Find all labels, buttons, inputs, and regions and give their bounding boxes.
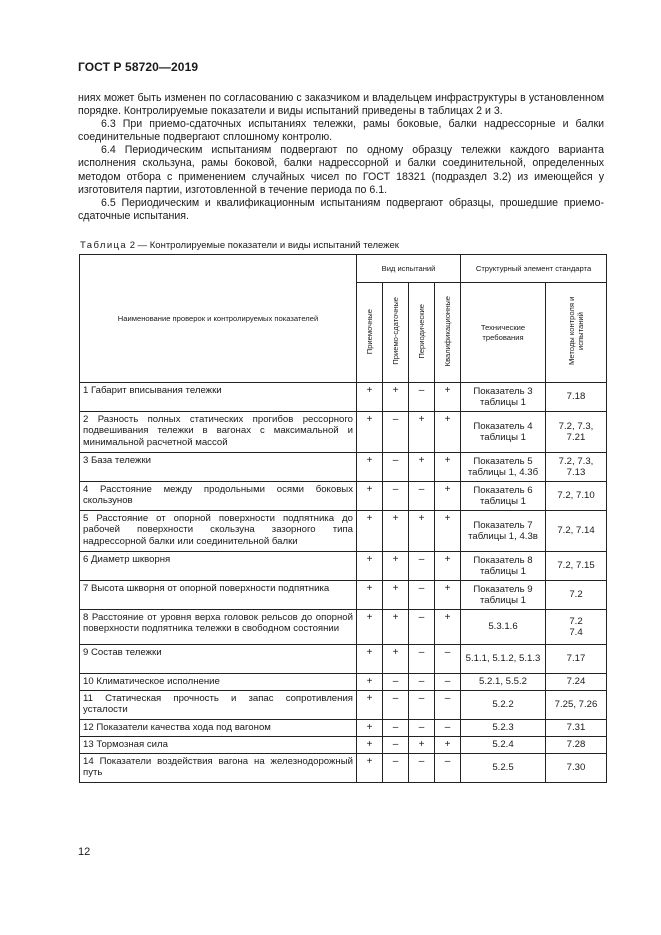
row-methods: 7.30 bbox=[546, 754, 607, 783]
row-periodic: + bbox=[409, 737, 435, 754]
table-row bbox=[80, 674, 607, 691]
row-periodic: + bbox=[409, 412, 435, 453]
row-name: 11 Статическая прочность и запас сопротивления усталости bbox=[80, 691, 357, 720]
row-acceptance: + bbox=[357, 754, 383, 783]
table-row bbox=[80, 720, 607, 737]
row-methods: 7.2, 7.15 bbox=[546, 552, 607, 581]
header-acceptance-delivery: Приемо-сдаточные bbox=[383, 283, 409, 383]
header-periodic: Периодические bbox=[409, 283, 435, 383]
row-methods: 7.2, 7.10 bbox=[546, 482, 607, 511]
header-structural: Структурный элемент стандарта bbox=[461, 255, 607, 283]
row-qualification: + bbox=[435, 511, 461, 552]
row-tech-requirements: 5.2.4 bbox=[461, 737, 546, 754]
row-periodic: – bbox=[409, 552, 435, 581]
row-periodic: – bbox=[409, 581, 435, 610]
row-tech-requirements: 5.2.5 bbox=[461, 754, 546, 783]
row-qualification: + bbox=[435, 383, 461, 412]
page-number: 12 bbox=[78, 846, 91, 858]
row-periodic: – bbox=[409, 720, 435, 737]
row-name: 2 Разность полных статических прогибов рессорного подвешивания тележки в вагонах с максимальной и минимальной расчетной массой bbox=[80, 412, 357, 453]
row-acceptance-delivery: + bbox=[383, 511, 409, 552]
paragraph: 6.4 Периодическим испытаниям подвергают по одному образцу тележки каждого варианта исполнения скользуна, рамы боковой, балки надрессорной и балки соединительной, определенных методом отбора с применением случайных чисел по ГОСТ 18321 (подраздел 3.2) из имеющейся у изготовителя партии, изготовленной в течение периода по 6.1. bbox=[78, 144, 604, 196]
row-name: 14 Показатели воздействия вагона на железнодорожный путь bbox=[80, 754, 357, 783]
row-methods: 7.2, 7.14 bbox=[546, 511, 607, 552]
row-tech-requirements: 5.2.3 bbox=[461, 720, 546, 737]
header-acceptance: Приемочные bbox=[357, 283, 383, 383]
row-qualification: – bbox=[435, 674, 461, 691]
row-name: 1 Габарит вписывания тележки bbox=[80, 383, 357, 412]
row-name: 4 Расстояние между продольными осями боковых скользунов bbox=[80, 482, 357, 511]
row-acceptance: + bbox=[357, 552, 383, 581]
row-periodic: + bbox=[409, 511, 435, 552]
row-acceptance-delivery: + bbox=[383, 610, 409, 645]
document-header: ГОСТ Р 58720—2019 bbox=[78, 60, 199, 74]
row-acceptance-delivery: – bbox=[383, 691, 409, 720]
row-periodic: – bbox=[409, 645, 435, 674]
row-name: 9 Состав тележки bbox=[80, 645, 357, 674]
table-row bbox=[80, 610, 607, 645]
row-acceptance: + bbox=[357, 645, 383, 674]
row-methods: 7.18 bbox=[546, 383, 607, 412]
row-acceptance: + bbox=[357, 581, 383, 610]
row-acceptance: + bbox=[357, 737, 383, 754]
row-periodic: – bbox=[409, 754, 435, 783]
row-tech-requirements: 5.2.2 bbox=[461, 691, 546, 720]
header-test-types: Вид испытаний bbox=[357, 255, 461, 283]
row-acceptance-delivery: + bbox=[383, 552, 409, 581]
row-tech-requirements: Показатель 6 таблицы 1 bbox=[461, 482, 546, 511]
row-methods: 7.2, 7.3, 7.13 bbox=[546, 453, 607, 482]
row-qualification: + bbox=[435, 412, 461, 453]
header-qualification: Квалификационные bbox=[435, 283, 461, 383]
row-acceptance: + bbox=[357, 610, 383, 645]
table-row bbox=[80, 754, 607, 783]
row-acceptance-delivery: – bbox=[383, 754, 409, 783]
row-methods: 7.2 bbox=[546, 581, 607, 610]
row-acceptance-delivery: – bbox=[383, 453, 409, 482]
row-qualification: – bbox=[435, 754, 461, 783]
table-row bbox=[80, 691, 607, 720]
row-qualification: + bbox=[435, 581, 461, 610]
row-name: 3 База тележки bbox=[80, 453, 357, 482]
row-name: 10 Климатическое исполнение bbox=[80, 674, 357, 691]
row-acceptance: + bbox=[357, 691, 383, 720]
row-name: 5 Расстояние от опорной поверхности подпятника до рабочей поверхности скользуна зазорного типа надрессорной балки или соединительной балки bbox=[80, 511, 357, 552]
row-tech-requirements: Показатель 4 таблицы 1 bbox=[461, 412, 546, 453]
row-acceptance: + bbox=[357, 453, 383, 482]
row-acceptance: + bbox=[357, 720, 383, 737]
table-row bbox=[80, 645, 607, 674]
row-methods: 7.2, 7.3, 7.21 bbox=[546, 412, 607, 453]
row-acceptance-delivery: + bbox=[383, 581, 409, 610]
row-qualification: + bbox=[435, 453, 461, 482]
row-periodic: – bbox=[409, 674, 435, 691]
row-acceptance: + bbox=[357, 482, 383, 511]
row-periodic: – bbox=[409, 383, 435, 412]
row-acceptance: + bbox=[357, 412, 383, 453]
row-acceptance: + bbox=[357, 383, 383, 412]
row-qualification: – bbox=[435, 645, 461, 674]
row-qualification: + bbox=[435, 737, 461, 754]
row-tech-requirements: Показатель 9 таблицы 1 bbox=[461, 581, 546, 610]
table-row bbox=[80, 511, 607, 552]
row-methods: 7.24 bbox=[546, 674, 607, 691]
table-caption-text: 2 — Контролируемые показатели и виды испытаний тележек bbox=[127, 240, 399, 251]
body-text bbox=[78, 92, 604, 223]
table-row bbox=[80, 453, 607, 482]
row-methods: 7.17 bbox=[546, 645, 607, 674]
row-methods: 7.25, 7.26 bbox=[546, 691, 607, 720]
table-caption bbox=[80, 240, 399, 251]
row-tech-requirements: 5.3.1.6 bbox=[461, 610, 546, 645]
paragraph: ниях может быть изменен по согласованию с заказчиком и владельцем инфраструктуры в установленном порядке. Контролируемые показатели и виды испытаний приведены в таблицах 2 и 3. bbox=[78, 92, 604, 118]
row-tech-requirements: Показатель 5 таблицы 1, 4.3б bbox=[461, 453, 546, 482]
row-acceptance-delivery: – bbox=[383, 412, 409, 453]
table-row bbox=[80, 581, 607, 610]
row-tech-requirements: Показатель 8 таблицы 1 bbox=[461, 552, 546, 581]
row-tech-requirements: Показатель 7 таблицы 1, 4.3в bbox=[461, 511, 546, 552]
row-methods: 7.28 bbox=[546, 737, 607, 754]
row-acceptance: + bbox=[357, 511, 383, 552]
row-qualification: – bbox=[435, 691, 461, 720]
row-acceptance-delivery: – bbox=[383, 720, 409, 737]
row-tech-requirements: Показатель 3 таблицы 1 bbox=[461, 383, 546, 412]
row-methods: 7.31 bbox=[546, 720, 607, 737]
row-qualification: + bbox=[435, 610, 461, 645]
header-tech-requirements: Технические требования bbox=[461, 283, 546, 383]
header-name: Наименование проверок и контролируемых показателей bbox=[80, 255, 357, 383]
row-tech-requirements: 5.1.1, 5.1.2, 5.1.3 bbox=[461, 645, 546, 674]
row-periodic: – bbox=[409, 691, 435, 720]
row-qualification: – bbox=[435, 720, 461, 737]
row-qualification: + bbox=[435, 482, 461, 511]
row-name: 7 Высота шкворня от опорной поверхности подпятника bbox=[80, 581, 357, 610]
table-row bbox=[80, 552, 607, 581]
row-name: 8 Расстояние от уровня верха головок рельсов до опорной поверхности подпятника тележки в свободном состоянии bbox=[80, 610, 357, 645]
row-name: 6 Диаметр шкворня bbox=[80, 552, 357, 581]
row-name: 12 Показатели качества хода под вагоном bbox=[80, 720, 357, 737]
table-row bbox=[80, 737, 607, 754]
row-acceptance: + bbox=[357, 674, 383, 691]
row-periodic: – bbox=[409, 482, 435, 511]
table-row bbox=[80, 482, 607, 511]
row-acceptance-delivery: – bbox=[383, 482, 409, 511]
header-methods: Методы контроля и испытаний bbox=[546, 283, 607, 383]
row-tech-requirements: 5.2.1, 5.5.2 bbox=[461, 674, 546, 691]
row-acceptance-delivery: – bbox=[383, 737, 409, 754]
row-periodic: – bbox=[409, 610, 435, 645]
table-caption-prefix: Таблица bbox=[80, 240, 128, 251]
table-row bbox=[80, 412, 607, 453]
paragraph: 6.3 При приемо-сдаточных испытаниях тележки, рамы боковые, балки надрессорные и балки соединительные подвергают сплошному контролю. bbox=[78, 118, 604, 144]
tests-table bbox=[79, 254, 607, 783]
paragraph: 6.5 Периодическим и квалификационным испытаниям подвергают образцы, прошедшие приемо-сдаточные испытания. bbox=[78, 196, 604, 222]
row-name: 13 Тормозная сила bbox=[80, 737, 357, 754]
table-row bbox=[80, 383, 607, 412]
row-qualification: + bbox=[435, 552, 461, 581]
row-methods: 7.2 7.4 bbox=[546, 610, 607, 645]
row-acceptance-delivery: + bbox=[383, 383, 409, 412]
row-periodic: + bbox=[409, 453, 435, 482]
row-acceptance-delivery: – bbox=[383, 674, 409, 691]
row-acceptance-delivery: + bbox=[383, 645, 409, 674]
